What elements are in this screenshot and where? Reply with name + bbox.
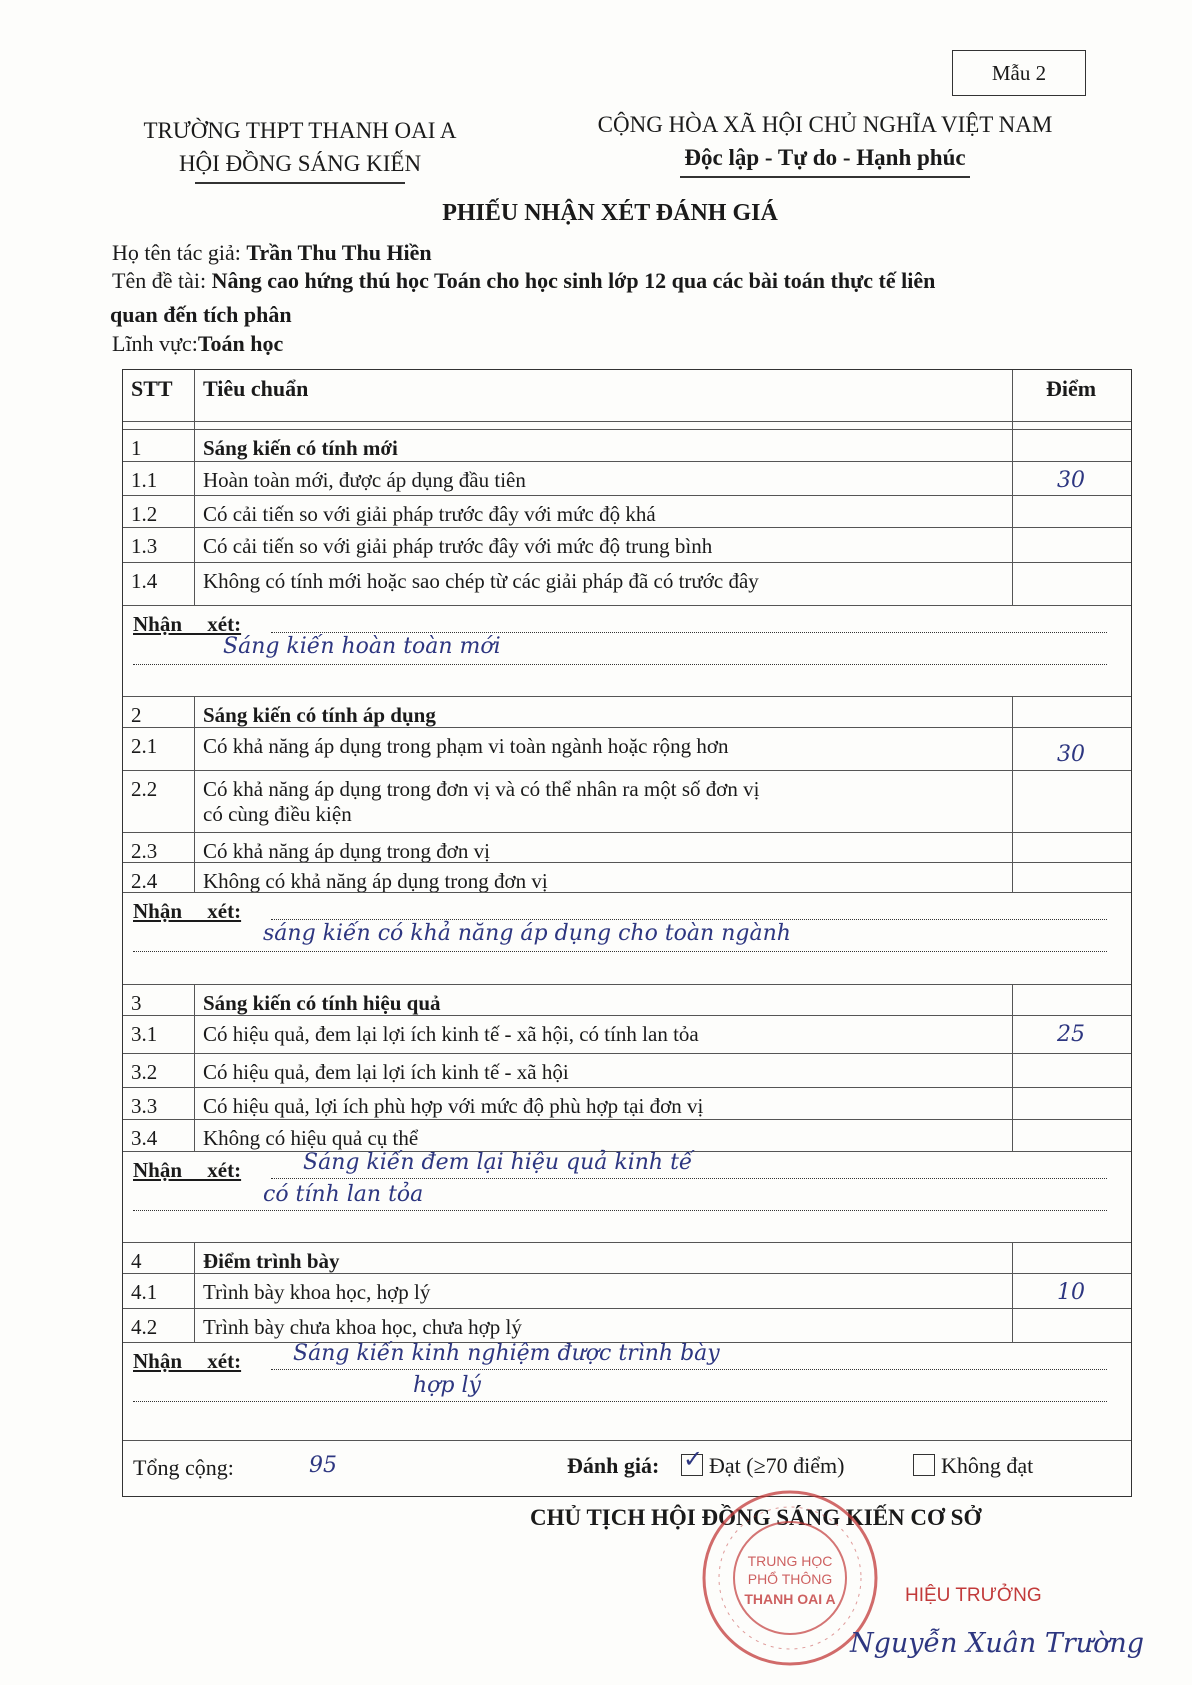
table-row [123,562,1131,605]
item-score [1013,1120,1129,1151]
topic-value: Nâng cao hứng thú học Toán cho học sinh lớp 12 qua các bài toán thực tế liên [211,268,936,293]
item-text: Có hiệu quả, đem lại lợi ích kinh tế - xã hội, có tính lan tỏa [195,1016,1013,1053]
table-row [123,1119,1131,1151]
item-score: 30 [1057,468,1085,493]
table-row [123,1015,1131,1053]
item-text-line: Có khả năng áp dụng trong đơn vị và có thể nhân ra một số đơn vị [203,777,760,801]
author-value: Trần Thu Thu Hiền [246,240,432,265]
table-row [123,862,1131,892]
evaluation-label: Đánh giá: [567,1453,660,1478]
country-name: CỘNG HÒA XÃ HỘI CHỦ NGHĨA VIỆT NAM [597,112,1053,137]
principal-title: HIỆU TRƯỞNG [905,1585,1042,1606]
score-cell [1013,697,1129,727]
item-score [1013,563,1129,605]
comment-dotted-line [133,1401,1107,1402]
topic-line-2 [110,302,292,328]
item-text: Không có tính mới hoặc sao chép từ các giải pháp đã có trước đây [195,563,1013,605]
form-code-box: Mẫu 2 [952,50,1086,96]
item-number: 4.1 [123,1274,195,1308]
item-score [1013,863,1129,892]
item-score [1013,1088,1129,1119]
item-score [1013,1309,1129,1342]
header-criteria: Tiêu chuẩn [195,370,1013,421]
comment-block [123,1342,1131,1440]
group-row [123,1242,1131,1273]
comment-handwriting: Sáng kiến kinh nghiệm được trình bày [293,1341,720,1366]
item-text: Trình bày chưa khoa học, chưa hợp lý [195,1309,1013,1342]
comment-block [123,605,1131,696]
svg-text:TRUNG HỌC: TRUNG HỌC [747,1553,833,1569]
fail-checkbox[interactable] [913,1454,935,1476]
item-text: Có khả năng áp dụng trong đơn vị [195,833,1013,862]
item-text: Có hiệu quả, đem lại lợi ích kinh tế - xã hội [195,1054,1013,1087]
comment-handwriting: Sáng kiến hoàn toàn mới [223,634,501,659]
author-line [112,240,432,266]
item-number: 2.4 [123,863,195,892]
table-row [123,770,1131,832]
comment-label: Nhận xét: [133,1158,242,1182]
table-header-row [123,370,1131,421]
pass-option[interactable] [681,1445,845,1479]
chairman-title: CHỦ TỊCH HỘI ĐỒNG SÁNG KIẾN CƠ SỞ [530,1505,982,1530]
table-row [123,1308,1131,1342]
group-number: 1 [123,430,195,461]
comment-dotted-line [133,664,1107,665]
comment-dotted-line [271,919,1107,920]
group-title: Sáng kiến có tính hiệu quả [195,985,1013,1015]
item-number: 3.1 [123,1016,195,1053]
check-mark-icon: ✓ [683,1445,704,1473]
field-value: Toán học [197,331,284,356]
item-text [195,771,1013,832]
item-number: 4.2 [123,1309,195,1342]
comment-label: Nhận xét: [133,899,242,923]
item-number: 2.2 [123,771,195,832]
item-score: 30 [1057,742,1085,767]
item-number: 1.2 [123,496,195,527]
national-header [540,108,1110,178]
item-number: 3.3 [123,1088,195,1119]
council-name: HỘI ĐỒNG SÁNG KIẾN [178,151,422,176]
item-score [1013,833,1129,862]
table-row [123,527,1131,562]
field-line [112,331,283,357]
item-number: 2.3 [123,833,195,862]
table-row [123,495,1131,527]
pass-checkbox[interactable] [681,1445,704,1476]
comment-label: Nhận xét: [133,1349,242,1373]
comment-handwriting: Sáng kiến đem lại hiệu quả kinh tế [303,1150,693,1175]
school-name: TRƯỜNG THPT THANH OAI A [143,118,457,143]
item-number: 3.4 [123,1120,195,1151]
total-row [123,1440,1131,1498]
item-score [1013,771,1129,832]
comment-dotted-line [133,951,1107,952]
total-value: 95 [309,1453,337,1478]
item-score [1013,1054,1129,1087]
comment-dotted-line [271,1369,1107,1370]
comment-dotted-line [271,632,1107,633]
group-row [123,429,1131,461]
comment-block [123,892,1131,984]
motto-rule [680,176,970,178]
svg-text:PHỔ THÔNG: PHỔ THÔNG [747,1571,833,1587]
group-title: Điểm trình bày [195,1243,1013,1273]
score-cell [1013,985,1129,1015]
group-number: 3 [123,985,195,1015]
table-spacer-row [123,421,1131,429]
comment-handwriting: sáng kiến có khả năng áp dụng cho toàn ngành [263,921,791,946]
group-number: 2 [123,697,195,727]
item-text: Có hiệu quả, lợi ích phù hợp với mức độ phù hợp tại đơn vị [195,1088,1013,1119]
comment-dotted-line [271,1178,1107,1179]
item-text-line: có cùng điều kiện [203,802,352,826]
item-number: 2.1 [123,728,195,770]
table-row [123,1087,1131,1119]
item-number: 1.4 [123,563,195,605]
comment-handwriting: có tính lan tỏa [263,1182,424,1207]
table-row [123,1273,1131,1308]
item-text: Không có hiệu quả cụ thể [195,1120,1013,1151]
item-score [1013,528,1129,562]
page-title: PHIẾU NHẬN XÉT ĐÁNH GIÁ [442,200,778,226]
item-text: Có khả năng áp dụng trong phạm vi toàn ngành hoặc rộng hơn [195,728,1013,770]
header-score: Điểm [1045,376,1097,401]
pass-label: Đạt (≥70 điểm) [709,1453,845,1478]
item-number: 3.2 [123,1054,195,1087]
evaluation-table [122,369,1132,1497]
score-cell [1013,430,1129,461]
item-text: Hoàn toàn mới, được áp dụng đầu tiên [195,462,1013,495]
comment-handwriting: hợp lý [413,1373,481,1398]
item-score: 25 [1057,1022,1085,1047]
national-motto: Độc lập - Tự do - Hạnh phúc [684,145,966,170]
fail-option[interactable] [913,1453,1033,1479]
author-label: Họ tên tác giả: [112,240,241,265]
topic-line [112,268,935,294]
group-title: Sáng kiến có tính mới [195,430,1013,461]
school-header-rule [195,182,405,184]
field-label: Lĩnh vực: [112,331,198,356]
item-number: 1.3 [123,528,195,562]
item-score [1013,496,1129,527]
total-label: Tổng cộng: [133,1455,234,1480]
spacer-cell [123,422,195,429]
group-number: 4 [123,1243,195,1273]
item-text: Trình bày khoa học, hợp lý [195,1274,1013,1308]
table-row [123,832,1131,862]
group-title: Sáng kiến có tính áp dụng [195,697,1013,727]
spacer-cell [195,422,1013,429]
table-row [123,1053,1131,1087]
comment-label: Nhận xét: [133,612,242,636]
topic-value-continued: quan đến tích phân [110,302,292,327]
signer-name: Nguyễn Xuân Trường [850,1628,1145,1659]
header-stt: STT [123,370,195,421]
fail-label: Không đạt [941,1453,1034,1478]
school-header [100,114,500,184]
comment-block [123,1151,1131,1242]
group-row [123,696,1131,727]
svg-text:THANH OAI A: THANH OAI A [744,1591,836,1607]
group-row [123,984,1131,1015]
score-cell [1013,1243,1129,1273]
item-text: Có cải tiến so với giải pháp trước đây với mức độ khá [195,496,1013,527]
item-text: Không có khả năng áp dụng trong đơn vị [195,863,1013,892]
table-row [123,727,1131,770]
item-text: Có cải tiến so với giải pháp trước đây với mức độ trung bình [195,528,1013,562]
comment-dotted-line [133,1210,1107,1211]
table-row [123,461,1131,495]
item-score: 10 [1057,1280,1085,1305]
topic-label: Tên đề tài: [112,268,207,293]
item-number: 1.1 [123,462,195,495]
